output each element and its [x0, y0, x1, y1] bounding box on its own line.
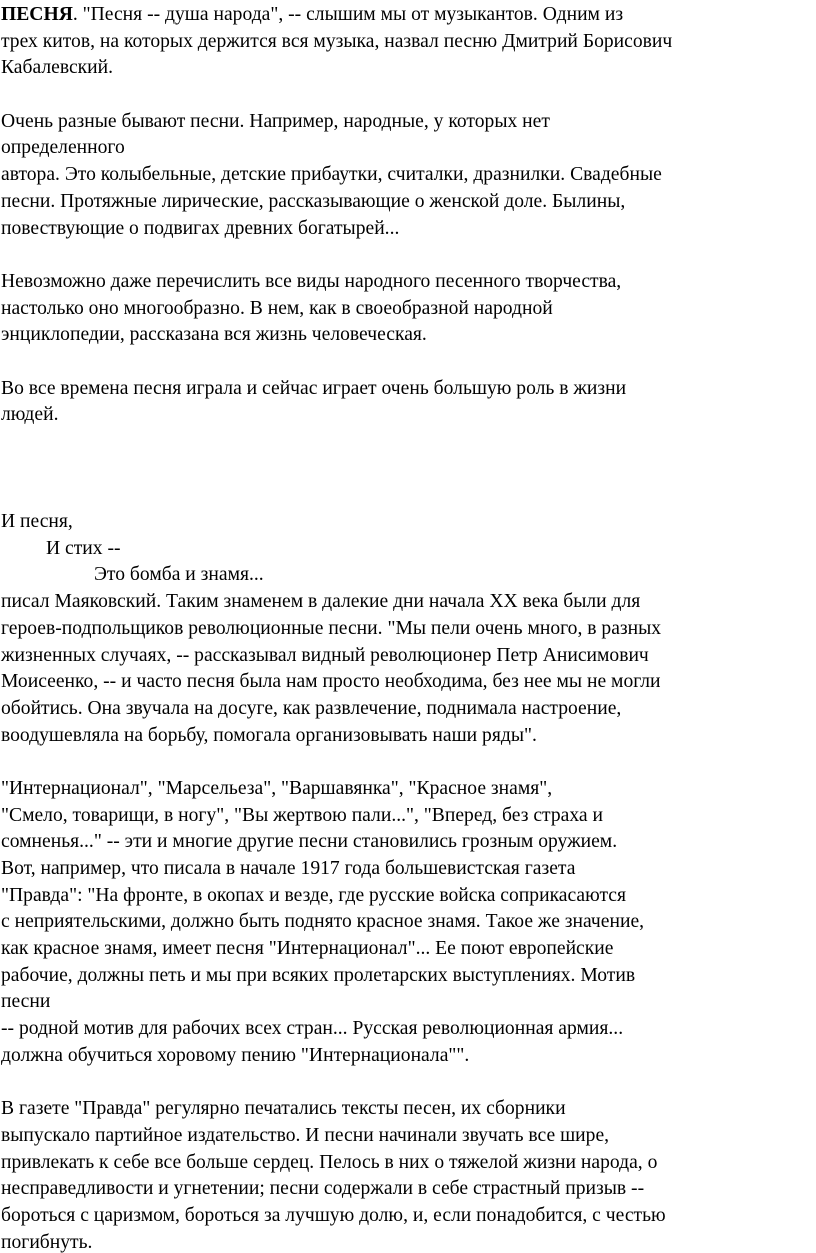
text-line: В газете "Правда" регулярно печатались тексты песен, их сборники — [1, 1098, 566, 1120]
blank-line — [1, 429, 813, 456]
blank-line — [1, 482, 813, 509]
text-line: трех китов, на которых держится вся музыка, назвал песню Дмитрий Борисович — [1, 30, 673, 52]
text-line: "Правда": "На фронте, в окопах и везде, где русские войска соприкасаются — [1, 884, 627, 906]
blank-line — [1, 456, 813, 483]
text-line: Невозможно даже перечислить все виды народного песенного творчества, — [1, 270, 622, 292]
text-run: . "Песня -- душа народа", -- слышим мы от музыкантов. Одним из — [72, 4, 624, 25]
text-line: обойтись. Она звучала на досуге, как развлечение, поднимала настроение, — [1, 697, 622, 719]
text-line: привлекать к себе все больше сердец. Пелось в них о тяжелой жизни народа, о — [1, 1151, 658, 1173]
poem-line: Это бомба и знамя... — [94, 564, 264, 586]
text-line: должна обучиться хоровому пению "Интернационала"". — [1, 1044, 470, 1066]
blank-line — [1, 749, 813, 776]
blank-line — [1, 242, 813, 269]
poem-line: И песня, — [1, 511, 73, 533]
text-line: "Интернационал", "Марсельеза", "Варшавянка", "Красное знамя", — [1, 777, 553, 799]
text-line: писал Маяковский. Таким знаменем в далекие дни начала XX века были для — [1, 591, 641, 613]
text-line: Кабалевский. — [1, 57, 114, 79]
text-line: погибнуть. — [1, 1231, 93, 1253]
text-line: автора. Это колыбельные, детские прибаутки, считалки, дразнилки. Свадебные — [1, 164, 662, 186]
text-line: Очень разные бывают песни. Например, народные, у которых нет — [1, 110, 550, 132]
text-line: воодушевляла на борьбу, помогала организовывать наши ряды". — [1, 724, 537, 746]
text-line: -- родной мотив для рабочих всех стран... Русская революционная армия... — [1, 1018, 624, 1040]
text-line: как красное знамя, имеет песня "Интернационал"... Ее поют европейские — [1, 938, 614, 960]
text-line: бороться с царизмом, бороться за лучшую долю, и, если понадобится, с честью — [1, 1204, 666, 1226]
blank-line — [1, 1070, 813, 1097]
text-line: настолько оно многообразно. В нем, как в своеобразной народной — [1, 297, 553, 319]
blank-line — [1, 349, 813, 376]
text-line: песни — [1, 991, 51, 1013]
text-line: людей. — [1, 404, 59, 426]
text-line: Во все времена песня играла и сейчас играет очень большую роль в жизни — [1, 377, 627, 399]
text-line: рабочие, должны петь и мы при всяких пролетарских выступлениях. Мотив — [1, 964, 636, 986]
text-line: несправедливости и угнетении; песни содержали в себе страстный призыв -- — [1, 1178, 645, 1200]
blank-line — [1, 82, 813, 109]
text-line: героев-подпольщиков революционные песни. "Мы пели очень много, в разных — [1, 617, 662, 639]
poem-line: И стих -- — [46, 537, 121, 559]
text-line: повествующие о подвигах древних богатырей... — [1, 217, 400, 239]
text-line: Вот, например, что писала в начале 1917 года большевистская газета — [1, 858, 576, 879]
text-line: энциклопедии, рассказана вся жизнь человеческая. — [1, 324, 427, 346]
text-line — [1, 2, 813, 29]
text-line: Моисеенко, -- и часто песня была нам просто необходима, без нее мы не могли — [1, 671, 661, 693]
heading-word: ПЕСНЯ — [1, 4, 73, 25]
text-line: с неприятельскими, должно быть поднято красное знамя. Такое же значение, — [1, 911, 645, 933]
text-line: "Смело, товарищи, в ногу", "Вы жертвою пали...", "Вперед, без страха и — [1, 804, 603, 826]
document-body — [1, 2, 813, 1253]
text-line: жизненных случаях, -- рассказывал видный революционер Петр Анисимович — [1, 644, 649, 666]
text-line: определенного — [1, 137, 125, 159]
text-line: песни. Протяжные лирические, рассказывающие о женской доле. Былины, — [1, 190, 626, 212]
text-line: сомненья..." -- эти и многие другие песни становились грозным оружием. — [1, 831, 618, 853]
text-line: выпускало партийное издательство. И песни начинали звучать все шире, — [1, 1124, 610, 1146]
